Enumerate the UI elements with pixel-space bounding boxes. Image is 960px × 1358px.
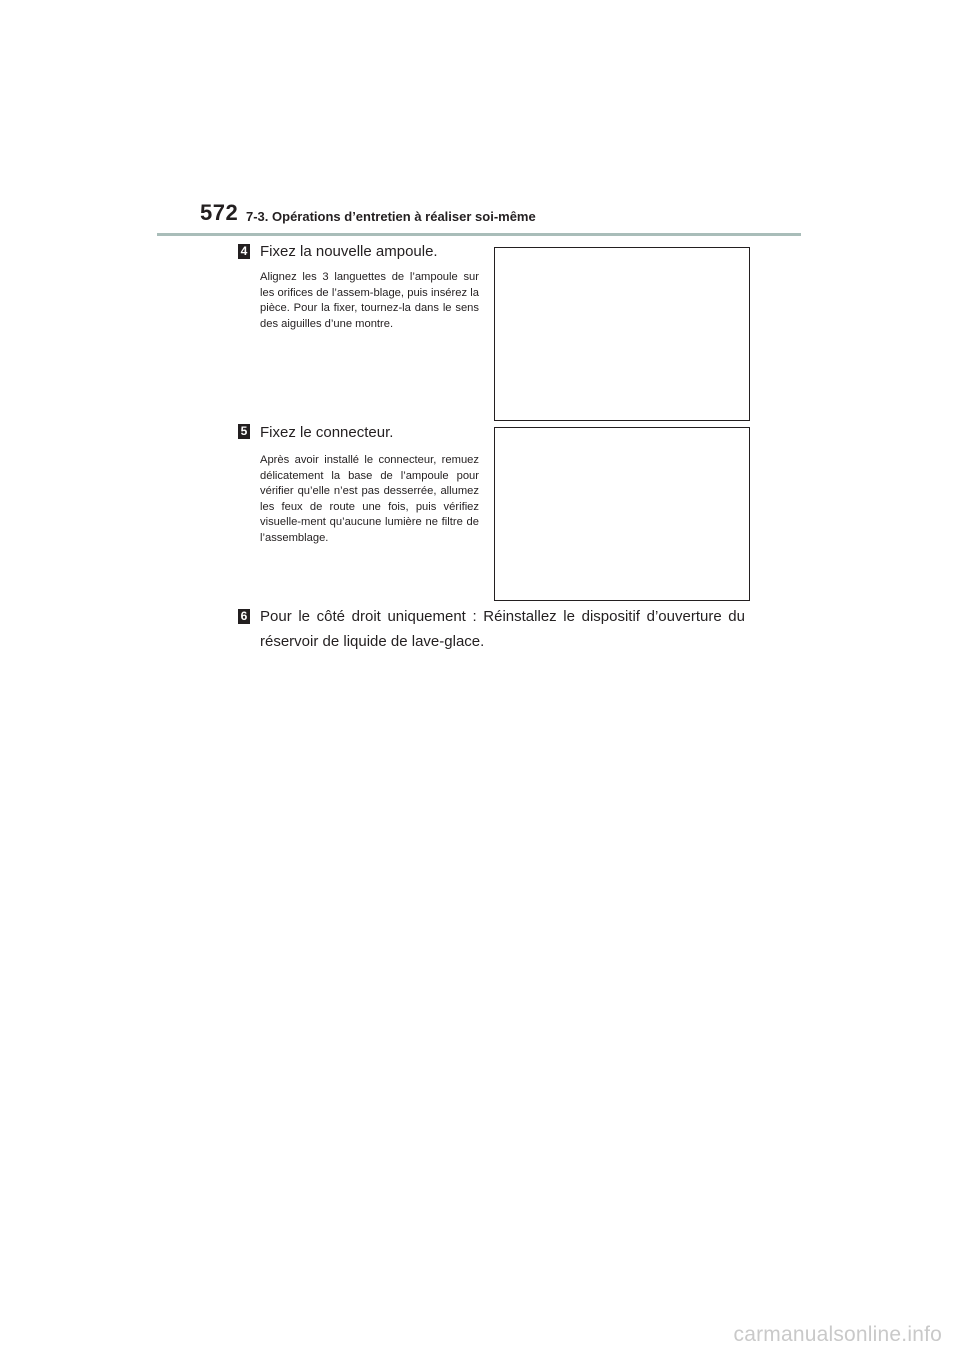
step-6-badge: 6 xyxy=(238,609,250,624)
step-4-badge: 4 xyxy=(238,244,250,259)
step-4-title: Fixez la nouvelle ampoule. xyxy=(260,243,438,260)
watermark: carmanualsonline.info xyxy=(733,1323,942,1346)
step-5-description: Après avoir installé le connecteur, remuez délicatement la base de l’ampoule pour vérifier qu’elle n’est pas desserrée, allumez les feux de route une fois, puis vérifiez visuelle-ment qu’aucune lumière ne filtre de l’assemblage. xyxy=(260,454,479,544)
step-5-title: Fixez le connecteur. xyxy=(260,424,394,441)
step-6-text: Pour le côté droit uniquement : Réinstallez le dispositif d’ouverture du réservoir de liquide de lave-glace. xyxy=(260,608,745,650)
section-title: 7-3. Opérations d’entretien à réaliser soi-même xyxy=(246,209,536,224)
step-4-illustration xyxy=(494,247,750,421)
page-number: 572 xyxy=(200,200,239,225)
step-5-badge: 5 xyxy=(238,424,250,439)
step-5-illustration xyxy=(494,427,750,601)
step-4-description: Alignez les 3 languettes de l’ampoule sur les orifices de l’assem-blage, puis insérez la pièce. Pour la fixer, tournez-la dans le sens des aiguilles d’une montre. xyxy=(260,271,479,330)
header-divider xyxy=(157,233,801,236)
